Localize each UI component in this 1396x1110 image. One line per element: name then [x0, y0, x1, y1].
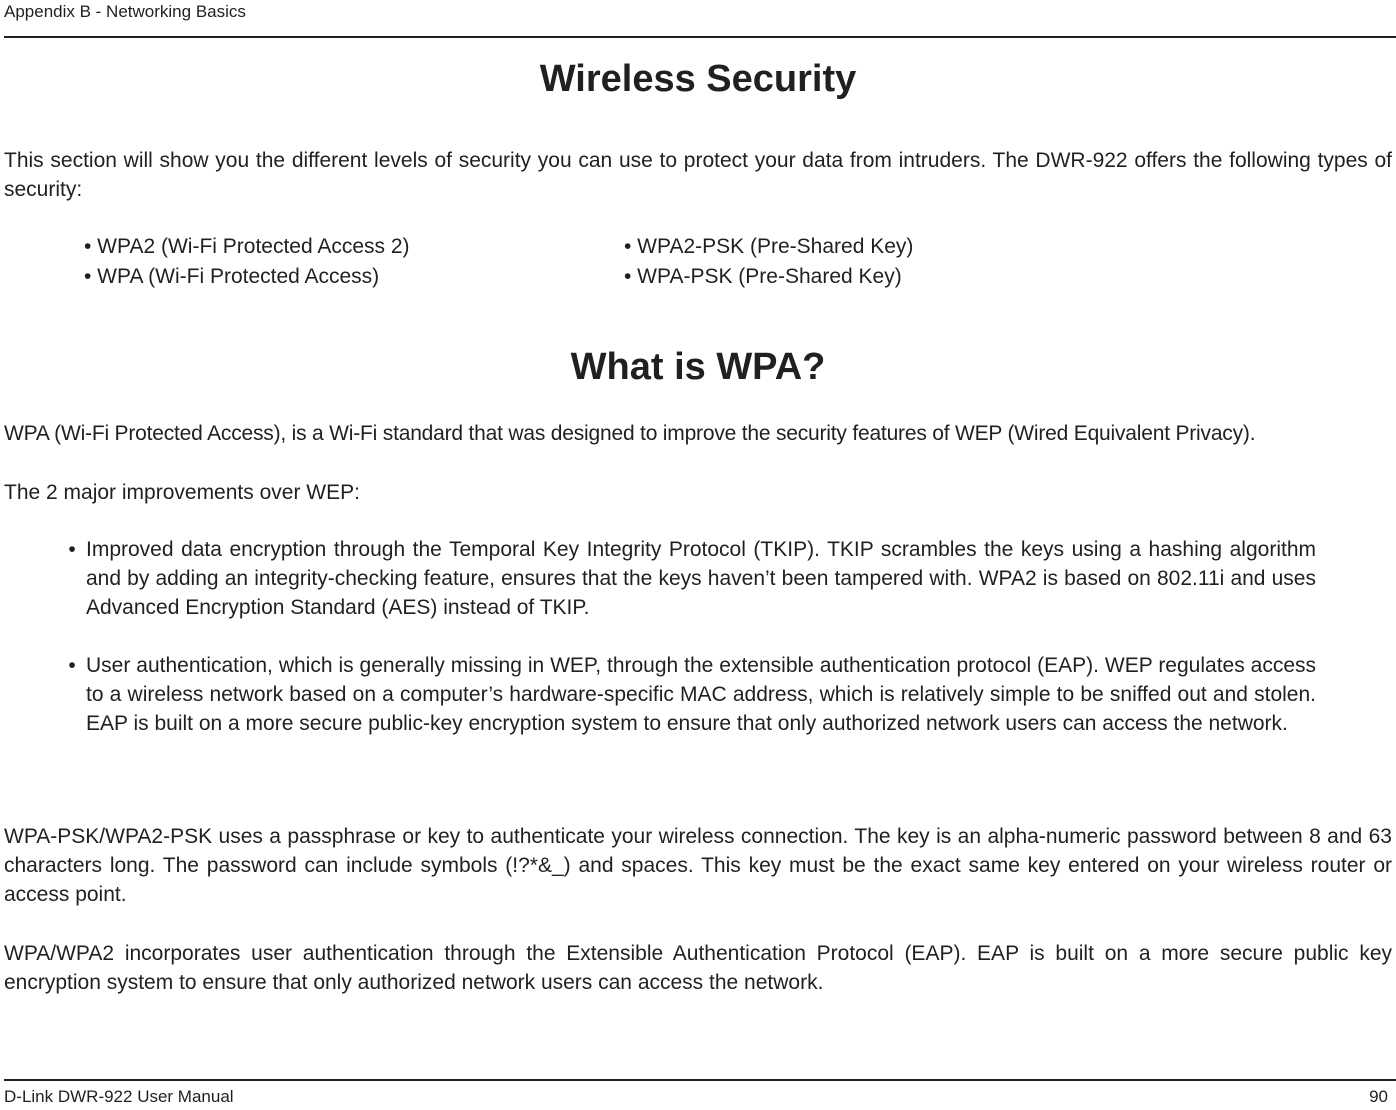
improvement-text: User authentication, which is generally missing in WEP, through the extensible authentication protocol (EAP). WEP regulates access to a wireless network based on a computer’s hardware-specific MAC address, which is relatively simple to be sniffed out and stolen. EAP is built on a more secure public-key encryption system to ensure that only authorized network users can access the network. — [86, 654, 1316, 735]
wpa-definition-paragraph: WPA (Wi-Fi Protected Access), is a Wi-Fi standard that was designed to improve the security features of WEP (Wired Equivalent Privacy). — [4, 422, 1256, 445]
footer-rule — [4, 1079, 1396, 1081]
security-types-right-list — [624, 232, 913, 292]
wireless-security-title: Wireless Security — [539, 58, 857, 100]
page-number: 90 — [1369, 1087, 1388, 1106]
bullet-icon: • — [68, 538, 76, 561]
security-types-left-list — [84, 232, 410, 292]
improvements-intro: The 2 major improvements over WEP: — [4, 481, 360, 504]
security-type-item: • WPA2-PSK (Pre-Shared Key) — [624, 235, 914, 258]
psk-paragraph: WPA-PSK/WPA2-PSK uses a passphrase or key to authenticate your wireless connection. The key is an alpha-numeric password between 8 and 63 characters long. The password can include symbols (!?*&_) and spaces. This key must be the exact same key entered on your wireless router or access point. — [4, 825, 1392, 906]
what-is-wpa-title: What is WPA? — [570, 346, 826, 388]
improvement-list-item — [60, 651, 1316, 738]
security-intro-paragraph: This section will show you the different levels of security you can use to protect your data from intruders. The DWR-922 offers the following types of security: — [4, 149, 1392, 201]
improvement-text: Improved data encryption through the Temporal Key Integrity Protocol (TKIP). TKIP scrambles the keys using a hashing algorithm and by adding an integrity-checking feature, ensures that the keys haven’t been tampered with. WPA2 is based on 802.11i and uses Advanced Encryption Standard (AES) instead of TKIP. — [86, 538, 1316, 619]
improvement-list-item — [60, 535, 1316, 622]
security-type-item: • WPA2 (Wi-Fi Protected Access 2) — [84, 235, 410, 258]
header-rule — [4, 36, 1396, 38]
eap-paragraph: WPA/WPA2 incorporates user authentication through the Extensible Authentication Protocol (EAP). EAP is built on a more secure public key encryption system to ensure that only authorized network users can access the network. — [4, 942, 1392, 994]
section-header: Appendix B - Networking Basics — [4, 2, 246, 21]
security-type-item: • WPA-PSK (Pre-Shared Key) — [624, 265, 902, 288]
bullet-icon: • — [68, 654, 76, 677]
manual-title: D-Link DWR-922 User Manual — [4, 1087, 234, 1106]
security-type-item: • WPA (Wi-Fi Protected Access) — [84, 265, 380, 288]
